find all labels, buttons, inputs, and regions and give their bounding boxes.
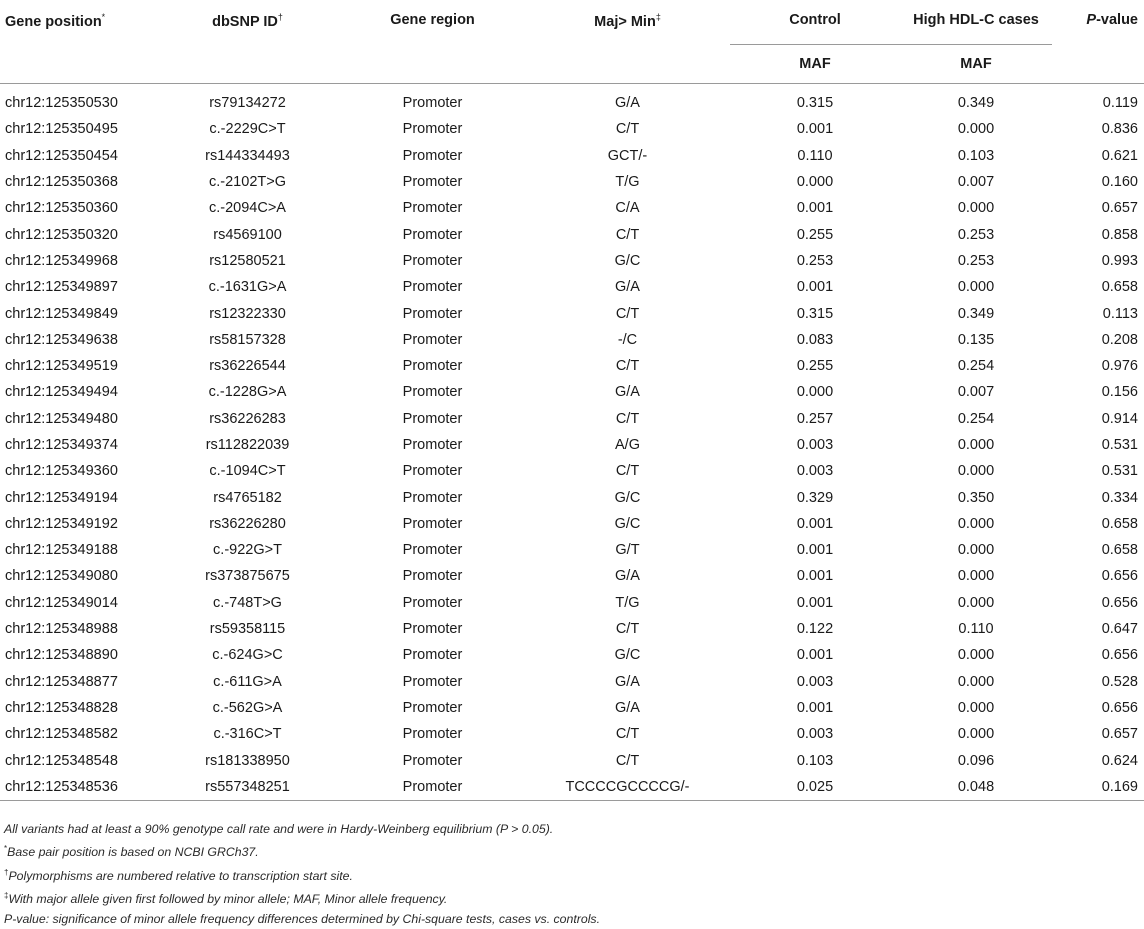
footnote-ddagger-text: With major allele given first followed by minor allele; MAF, Minor allele frequency. <box>8 892 448 907</box>
cell-dbsnp-id: rs12580521 <box>209 252 286 269</box>
cell-gene-position: chr12:125349480 <box>5 410 118 427</box>
cell-gene-region: Promoter <box>402 174 463 191</box>
cell-maf-control: 0.003 <box>796 726 834 743</box>
cell-maf-control: 0.001 <box>796 594 834 611</box>
footnote-star-text: Base pair position is based on NCBI GRCh37. <box>7 845 259 860</box>
cell-maf-cases: 0.000 <box>957 673 995 690</box>
cell-maf-control: 0.083 <box>796 331 834 348</box>
table-row <box>0 458 1144 484</box>
cell-maf-control: 0.001 <box>796 279 834 296</box>
cell-maj-min: T/G <box>615 594 640 611</box>
cell-gene-position: chr12:125348548 <box>5 752 118 769</box>
header-maf-control: MAF <box>730 45 900 84</box>
cell-maj-min: G/A <box>615 673 640 690</box>
cell-gene-position: chr12:125349014 <box>5 594 118 611</box>
table-footnotes <box>4 820 1134 929</box>
table-row <box>0 695 1144 721</box>
cell-maf-cases: 0.096 <box>957 752 995 769</box>
footnote-star <box>4 839 1134 862</box>
cell-dbsnp-id: rs36226544 <box>209 358 286 375</box>
header-maj-min-label: Maj> Min <box>594 14 656 30</box>
cell-dbsnp-id: rs373875675 <box>205 568 290 585</box>
cell-maf-cases: 0.000 <box>957 437 995 453</box>
cell-maf-control: 0.003 <box>796 463 834 480</box>
cell-gene-position: chr12:125348988 <box>5 621 118 638</box>
cell-dbsnp-id: c.-1631G>A <box>208 279 287 296</box>
cell-gene-region: Promoter <box>402 542 463 559</box>
cell-maf-cases: 0.000 <box>957 726 995 743</box>
cell-gene-region: Promoter <box>402 252 463 269</box>
cell-dbsnp-id: c.-1228G>A <box>208 384 287 401</box>
cell-gene-region: Promoter <box>402 437 463 453</box>
cell-gene-region: Promoter <box>402 331 463 348</box>
cell-maf-cases: 0.000 <box>957 463 995 480</box>
table-row <box>0 590 1144 616</box>
cell-p-value: 0.113 <box>1102 305 1138 322</box>
cell-p-value: 0.658 <box>1101 279 1138 296</box>
cell-maf-cases: 0.253 <box>957 226 995 243</box>
table-row <box>0 116 1144 142</box>
cell-maj-min: T/G <box>615 174 640 191</box>
footnote-dagger-text: Polymorphisms are numbered relative to transcription start site. <box>8 868 353 883</box>
cell-gene-position: chr12:125348877 <box>5 673 118 690</box>
snp-table <box>0 6 1144 801</box>
cell-gene-position: chr12:125350454 <box>5 147 118 164</box>
cell-gene-region: Promoter <box>402 226 463 243</box>
cell-gene-region: Promoter <box>402 200 463 217</box>
cell-gene-region: Promoter <box>402 568 463 585</box>
table-row <box>0 642 1144 668</box>
cell-gene-region: Promoter <box>402 752 463 769</box>
cell-p-value: 0.658 <box>1101 542 1138 559</box>
header-dbsnp-mark: † <box>277 12 283 22</box>
cell-maf-control: 0.122 <box>796 621 834 638</box>
cell-gene-region: Promoter <box>402 463 463 480</box>
header-p-rest: -value <box>1096 12 1138 28</box>
table-row <box>0 379 1144 405</box>
table-body <box>0 90 1144 801</box>
cell-gene-region: Promoter <box>402 384 463 401</box>
cell-maj-min: G/C <box>614 515 641 532</box>
cell-maj-min: C/T <box>615 463 640 480</box>
cell-gene-region: Promoter <box>402 594 463 611</box>
cell-maj-min: G/T <box>615 542 640 559</box>
header-p-value <box>1052 6 1144 45</box>
header-blank-4 <box>525 45 730 84</box>
cell-maf-control: 0.001 <box>796 568 834 585</box>
header-gene-position-mark: * <box>101 12 106 22</box>
cell-gene-region: Promoter <box>402 647 463 664</box>
cell-gene-position: chr12:125349968 <box>5 252 118 269</box>
cell-p-value: 0.656 <box>1101 594 1138 611</box>
cell-p-value: 0.531 <box>1101 437 1138 453</box>
cell-dbsnp-id: rs144334493 <box>205 147 290 164</box>
footnote-star-mark: * <box>4 844 8 854</box>
table-row <box>0 432 1144 458</box>
header-gene-position <box>0 6 155 45</box>
header-blank-7 <box>1052 45 1144 84</box>
cell-maj-min: G/A <box>615 568 640 585</box>
cell-maj-min: A/G <box>615 437 640 453</box>
cell-gene-position: chr12:125349194 <box>5 489 118 506</box>
cell-maf-cases: 0.007 <box>957 384 995 401</box>
cell-dbsnp-id: rs112822039 <box>205 437 290 453</box>
header-dbsnp-id <box>155 6 340 45</box>
cell-maj-min: C/T <box>615 621 640 638</box>
header-control: Control <box>789 12 841 28</box>
cell-p-value: 0.531 <box>1101 463 1138 480</box>
cell-maf-cases: 0.000 <box>957 121 995 138</box>
cell-p-value: 0.160 <box>1101 174 1138 191</box>
cell-gene-region: Promoter <box>402 410 463 427</box>
cell-dbsnp-id: c.-562G>A <box>212 699 283 716</box>
cell-maj-min: C/T <box>615 121 640 138</box>
cell-maj-min: G/A <box>615 699 640 716</box>
cell-maj-min: -/C <box>617 331 638 348</box>
cell-p-value: 0.334 <box>1101 489 1138 506</box>
cell-maf-control: 0.001 <box>796 515 834 532</box>
cell-gene-position: chr12:125349080 <box>5 568 118 585</box>
cell-maj-min: TCCCCGCCCCG/- <box>525 774 730 801</box>
cell-maj-min: C/T <box>615 358 640 375</box>
cell-maf-cases: 0.135 <box>957 331 995 348</box>
cell-maj-min: G/C <box>614 489 641 506</box>
cell-maf-cases: 0.253 <box>957 252 995 269</box>
cell-maf-control: 0.315 <box>796 95 834 112</box>
cell-dbsnp-id: rs4765182 <box>213 489 282 506</box>
table-row <box>0 721 1144 747</box>
cell-gene-region: Promoter <box>402 95 463 112</box>
cell-maf-control: 0.003 <box>796 437 834 453</box>
table-row <box>0 774 1144 801</box>
cell-maj-min: C/T <box>615 226 640 243</box>
cell-maf-control: 0.255 <box>796 358 834 375</box>
cell-gene-position: chr12:125350360 <box>5 200 118 217</box>
table-row <box>0 274 1144 300</box>
cell-maf-control: 0.001 <box>796 647 834 664</box>
cell-maf-control: 0.315 <box>796 305 834 322</box>
table-row <box>0 537 1144 563</box>
cell-gene-position: chr12:125349494 <box>5 384 118 401</box>
cell-maj-min: C/T <box>615 726 640 743</box>
cell-maf-control: 0.003 <box>796 673 834 690</box>
cell-dbsnp-id: c.-2229C>T <box>209 121 286 138</box>
cell-maf-cases: 0.000 <box>957 542 995 559</box>
cell-maf-control: 0.329 <box>796 489 834 506</box>
cell-maf-control: 0.001 <box>796 200 834 217</box>
cell-dbsnp-id: c.-611G>A <box>213 673 282 690</box>
cell-maf-control: 0.001 <box>796 121 834 138</box>
cell-p-value: 0.858 <box>1101 226 1138 243</box>
cell-p-value: 0.169 <box>1052 774 1144 801</box>
cell-maf-cases: 0.103 <box>957 147 995 164</box>
cell-gene-region: Promoter <box>402 147 463 164</box>
header-maf-cases: MAF <box>900 45 1052 84</box>
table-row <box>0 195 1144 221</box>
cell-gene-position: chr12:125350368 <box>5 174 118 191</box>
cell-maf-cases: 0.350 <box>957 489 995 506</box>
cell-dbsnp-id: c.-2102T>G <box>209 174 286 191</box>
cell-gene-position: chr12:125348536 <box>0 774 155 801</box>
cell-maj-min: G/C <box>614 252 641 269</box>
cell-dbsnp-id: c.-624G>C <box>212 647 283 664</box>
cell-p-value: 0.976 <box>1101 358 1138 375</box>
table-row <box>0 406 1144 432</box>
footnote-dagger-mark: † <box>4 867 9 877</box>
cell-maf-control: 0.110 <box>797 147 833 164</box>
cell-gene-region: Promoter <box>402 121 463 138</box>
header-row-secondary <box>0 45 1144 84</box>
cell-dbsnp-id: rs36226280 <box>209 515 286 532</box>
cell-maf-cases: 0.000 <box>957 200 995 217</box>
table-row <box>0 353 1144 379</box>
table-row <box>0 90 1144 116</box>
footnote-ddagger <box>4 886 1134 909</box>
cell-maj-min: G/A <box>615 384 640 401</box>
cell-gene-position: chr12:125348582 <box>5 726 118 743</box>
table-row <box>0 616 1144 642</box>
cell-p-value: 0.914 <box>1101 410 1138 427</box>
cell-maf-cases: 0.254 <box>957 358 995 375</box>
table-row <box>0 563 1144 589</box>
cell-maf-cases: 0.349 <box>957 95 995 112</box>
cell-maf-control: 0.025 <box>730 774 900 801</box>
cell-maj-min: G/A <box>615 279 640 296</box>
cell-gene-region: Promoter <box>402 358 463 375</box>
cell-gene-position: chr12:125348828 <box>5 699 118 716</box>
cell-gene-position: chr12:125349638 <box>5 331 118 348</box>
header-blank-1 <box>0 45 155 84</box>
cell-maf-control: 0.001 <box>796 699 834 716</box>
cell-dbsnp-id: rs557348251 <box>155 774 340 801</box>
cell-gene-region: Promoter <box>402 305 463 322</box>
cell-p-value: 0.119 <box>1102 95 1138 112</box>
cell-maf-control: 0.257 <box>796 410 834 427</box>
table-row <box>0 143 1144 169</box>
cell-maf-cases: 0.000 <box>957 515 995 532</box>
header-blank-2 <box>155 45 340 84</box>
cell-gene-position: chr12:125348890 <box>5 647 118 664</box>
cell-p-value: 0.993 <box>1101 252 1138 269</box>
cell-gene-position: chr12:125349188 <box>5 542 118 559</box>
table-row <box>0 747 1144 773</box>
table-row <box>0 669 1144 695</box>
cell-p-value: 0.647 <box>1101 621 1138 638</box>
cell-dbsnp-id: rs79134272 <box>209 95 286 112</box>
header-row-primary <box>0 6 1144 45</box>
cell-dbsnp-id: rs181338950 <box>205 752 290 769</box>
cell-p-value: 0.656 <box>1101 647 1138 664</box>
cell-gene-region: Promoter <box>402 726 463 743</box>
cell-p-value: 0.836 <box>1101 121 1138 138</box>
cell-p-value: 0.658 <box>1101 515 1138 532</box>
cell-dbsnp-id: c.-748T>G <box>213 594 282 611</box>
cell-gene-region: Promoter <box>402 699 463 716</box>
header-gene-position-label: Gene position <box>5 14 102 30</box>
cell-dbsnp-id: c.-2094C>A <box>209 200 286 217</box>
cell-maf-cases: 0.349 <box>957 305 995 322</box>
cell-p-value: 0.657 <box>1101 200 1138 217</box>
cell-gene-position: chr12:125349374 <box>5 437 118 453</box>
cell-p-value: 0.156 <box>1101 384 1138 401</box>
table-row <box>0 169 1144 195</box>
cell-maj-min: C/A <box>615 200 640 217</box>
cell-gene-position: chr12:125349897 <box>5 279 118 296</box>
cell-maj-min: C/T <box>615 410 640 427</box>
cell-gene-position: chr12:125350495 <box>5 121 118 138</box>
cell-maf-cases: 0.007 <box>957 174 995 191</box>
cell-gene-region: Promoter <box>402 621 463 638</box>
cell-dbsnp-id: c.-922G>T <box>213 542 282 559</box>
cell-gene-position: chr12:125350320 <box>5 226 118 243</box>
cell-gene-position: chr12:125349849 <box>5 305 118 322</box>
footnote-pvalue: P-value: significance of minor allele frequency differences determined by Chi-square tests, cases vs. controls. <box>4 911 600 926</box>
cell-maf-cases: 0.000 <box>957 279 995 296</box>
cell-maf-cases: 0.000 <box>957 647 995 664</box>
cell-dbsnp-id: rs36226283 <box>209 410 286 427</box>
cell-maf-control: 0.103 <box>796 752 834 769</box>
header-gene-region: Gene region <box>390 12 475 28</box>
cell-maf-control: 0.000 <box>796 174 834 191</box>
cell-maj-min: C/T <box>615 305 640 322</box>
cell-dbsnp-id: rs58157328 <box>209 331 286 348</box>
cell-p-value: 0.528 <box>1101 673 1138 690</box>
footnote-ddagger-mark: ‡ <box>4 891 9 901</box>
cell-dbsnp-id: rs12322330 <box>209 305 286 322</box>
header-cases: High HDL-C cases <box>913 12 1039 28</box>
table-row <box>0 300 1144 326</box>
table-header <box>0 6 1144 90</box>
cell-gene-position: chr12:125349192 <box>5 515 118 532</box>
cell-maj-min: C/T <box>615 752 640 769</box>
cell-maf-cases: 0.000 <box>957 568 995 585</box>
header-blank-3 <box>340 45 525 84</box>
cell-maj-min: GCT/- <box>607 147 648 164</box>
cell-p-value: 0.656 <box>1101 568 1138 585</box>
footnote-dagger <box>4 863 1134 886</box>
header-dbsnp-label: dbSNP ID <box>212 14 278 30</box>
cell-dbsnp-id: rs59358115 <box>209 621 286 638</box>
cell-maf-control: 0.255 <box>796 226 834 243</box>
cell-gene-region: Promoter <box>402 515 463 532</box>
cell-maf-control: 0.253 <box>796 252 834 269</box>
table-row <box>0 511 1144 537</box>
cell-maf-control: 0.001 <box>796 542 834 559</box>
cell-gene-position: chr12:125349519 <box>5 358 118 375</box>
cell-maf-cases: 0.000 <box>957 594 995 611</box>
cell-maf-cases: 0.254 <box>957 410 995 427</box>
table-row <box>0 327 1144 353</box>
cell-maj-min: G/A <box>615 95 640 112</box>
table-row <box>0 221 1144 247</box>
cell-gene-position: chr12:125350530 <box>5 95 118 112</box>
cell-p-value: 0.657 <box>1101 726 1138 743</box>
cell-p-value: 0.621 <box>1101 147 1138 164</box>
header-maj-min-mark: ‡ <box>655 12 661 22</box>
table-row <box>0 248 1144 274</box>
cell-maf-cases: 0.000 <box>957 699 995 716</box>
cell-p-value: 0.656 <box>1101 699 1138 716</box>
cell-maf-cases: 0.110 <box>958 621 994 638</box>
cell-gene-region: Promoter <box>340 774 525 801</box>
cell-dbsnp-id: rs4569100 <box>213 226 282 243</box>
cell-gene-region: Promoter <box>402 279 463 296</box>
cell-gene-region: Promoter <box>402 489 463 506</box>
footnote-hwe: All variants had at least a 90% genotype call rate and were in Hardy-Weinberg equilibrium (P > 0.05). <box>4 822 554 836</box>
cell-maf-control: 0.000 <box>796 384 834 401</box>
cell-gene-region: Promoter <box>402 673 463 690</box>
cell-dbsnp-id: c.-1094C>T <box>209 463 286 480</box>
header-maj-min <box>525 6 730 45</box>
table-row <box>0 484 1144 510</box>
cell-gene-position: chr12:125349360 <box>5 463 118 480</box>
cell-dbsnp-id: c.-316C>T <box>213 726 282 743</box>
cell-p-value: 0.624 <box>1101 752 1138 769</box>
cell-p-value: 0.208 <box>1101 331 1138 348</box>
cell-maj-min: G/C <box>614 647 641 664</box>
cell-maf-cases: 0.048 <box>900 774 1052 801</box>
header-p-italic: P <box>1086 12 1097 28</box>
